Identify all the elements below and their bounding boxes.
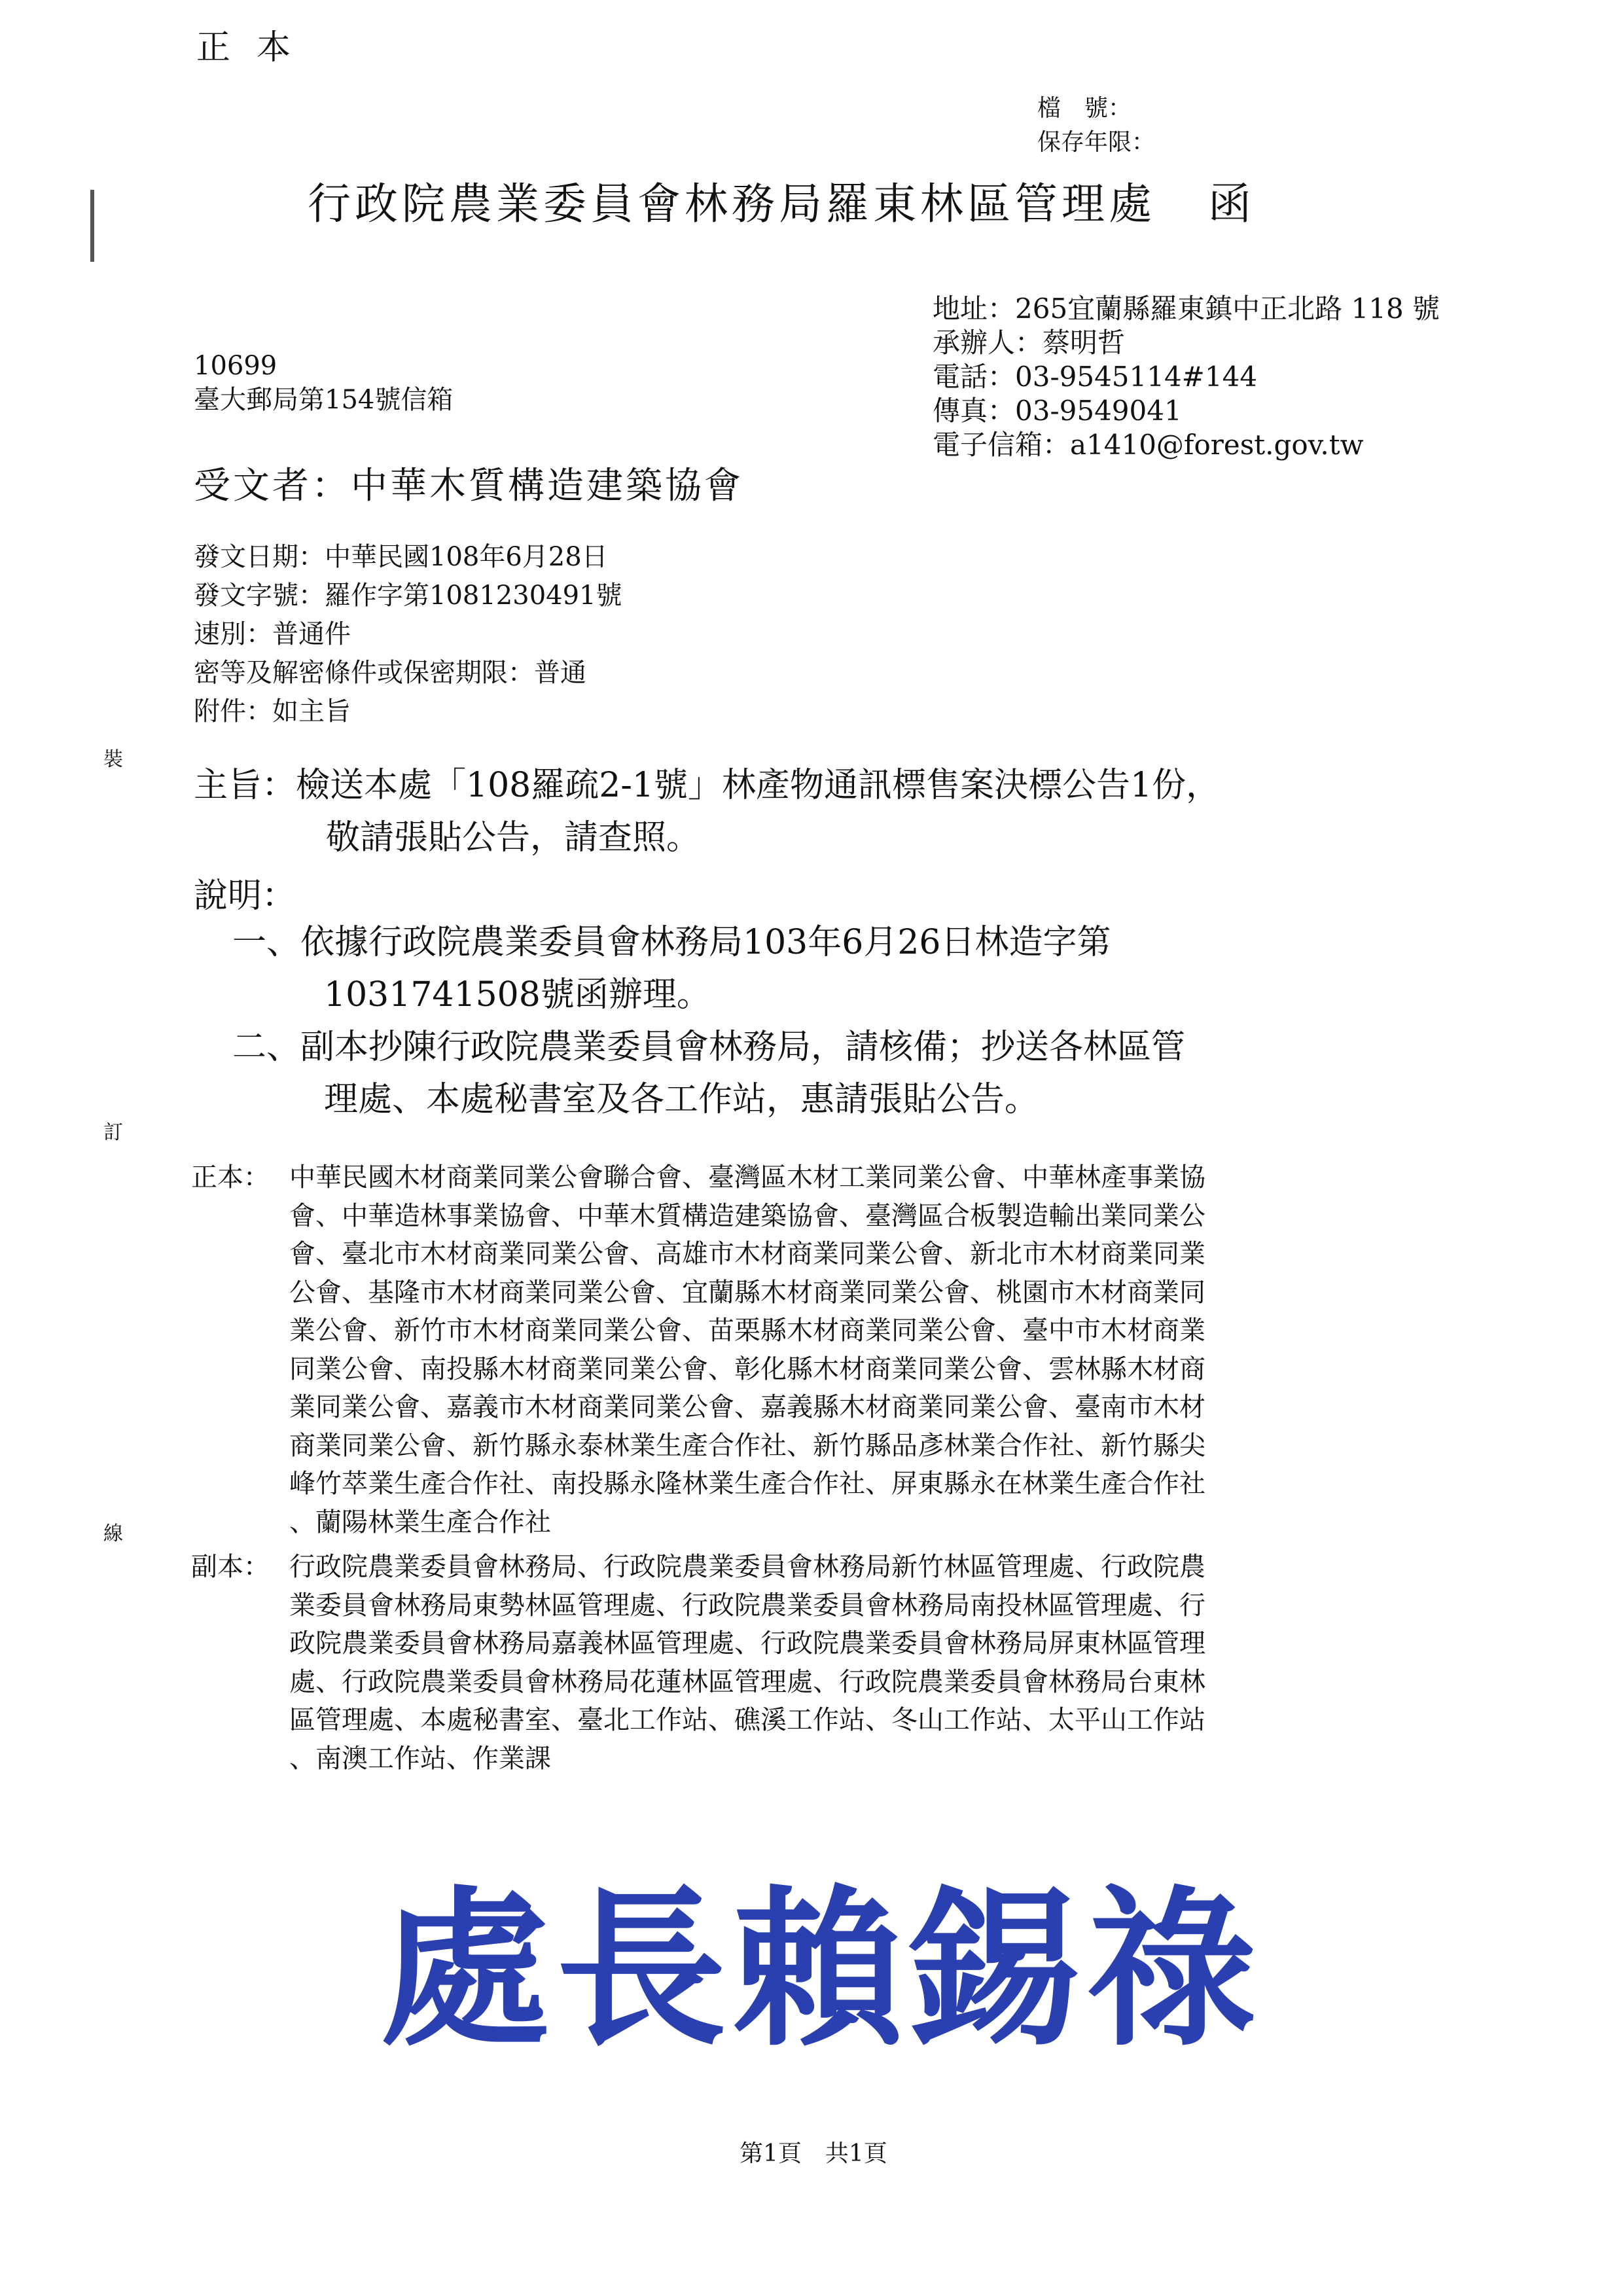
postal-block bbox=[194, 349, 453, 417]
post-box: 臺大郵局第154號信箱 bbox=[194, 385, 454, 415]
binding-mark-top: 裝 bbox=[103, 748, 123, 771]
subject-line: 敬請張貼公告，請查照。 bbox=[326, 818, 701, 857]
retention-period-label: 保存年限： bbox=[1037, 129, 1156, 156]
explanation-item-1 bbox=[232, 916, 1185, 1021]
explanation-line: 一、依據行政院農業委員會林務局103年6月26日林造字第 bbox=[232, 923, 1111, 962]
document-meta bbox=[194, 538, 622, 731]
distribution-line: 業同業公會、嘉義市木材商業同業公會、嘉義縣木材商業同業公會、臺南市木材 bbox=[289, 1392, 1205, 1422]
delivery-speed: 速別：普通件 bbox=[194, 619, 351, 649]
distribution-line: 會、中華造林事業協會、中華木質構造建築協會、臺灣區合板製造輸出業同業公 bbox=[289, 1200, 1205, 1231]
original-copy-mark: 正本 bbox=[196, 28, 317, 67]
original-copy-label: 正本： bbox=[191, 1162, 270, 1193]
distribution-line: 政院農業委員會林務局嘉義林區管理處、行政院農業委員會林務局屏東林區管理 bbox=[289, 1628, 1205, 1659]
explanation-heading: 說明： bbox=[194, 876, 296, 916]
binding-mark-bottom: 線 bbox=[103, 1522, 123, 1545]
page-number: 第1頁 共1頁 bbox=[740, 2140, 887, 2167]
explanation-item-2 bbox=[232, 1021, 1185, 1126]
subject-line: 主旨：檢送本處「108羅疏2-1號」林產物通訊標售案決標公告1份， bbox=[194, 766, 1221, 805]
address: 地址：265宜蘭縣羅東鎮中正北路 118 號 bbox=[933, 293, 1440, 325]
distribution-line: 商業同業公會、新竹縣永泰林業生產合作社、新竹縣品彥林業合作社、新竹縣尖 bbox=[289, 1430, 1205, 1461]
contact-block bbox=[933, 292, 1440, 462]
secrecy-level: 密等及解密條件或保密期限：普通 bbox=[194, 658, 586, 688]
email: 電子信箱：a1410@forest.gov.tw bbox=[933, 429, 1364, 461]
carbon-copy-recipients bbox=[191, 1548, 1205, 1778]
distribution-line: 同業公會、南投縣木材商業同業公會、彰化縣木材商業同業公會、雲林縣木材商 bbox=[289, 1354, 1205, 1384]
distribution-line: 行政院農業委員會林務局、行政院農業委員會林務局新竹林區管理處、行政院農 bbox=[289, 1552, 1205, 1582]
distribution-line: 、南澳工作站、作業課 bbox=[289, 1743, 551, 1774]
file-number-label: 檔 號： bbox=[1037, 95, 1132, 122]
distribution-line: 區管理處、本處秘書室、臺北工作站、礁溪工作站、冬山工作站、太平山工作站 bbox=[289, 1705, 1205, 1735]
distribution-line: 會、臺北市木材商業同業公會、高雄市木材商業同業公會、新北市木材商業同業 bbox=[289, 1239, 1205, 1269]
explanation-items bbox=[232, 916, 1185, 1126]
explanation-line: 二、副本抄陳行政院農業委員會林務局，請核備；抄送各林區管 bbox=[232, 1028, 1186, 1067]
postal-code: 10699 bbox=[194, 351, 277, 381]
document-title bbox=[308, 169, 1255, 231]
document-number: 發文字號：羅作字第1081230491號 bbox=[194, 581, 622, 611]
explanation-line: 理處、本處秘書室及各工作站，惠請張貼公告。 bbox=[324, 1080, 1039, 1119]
phone: 電話：03-9545114#144 bbox=[933, 361, 1258, 393]
distribution-line: 業公會、新竹市木材商業同業公會、苗栗縣木材商業同業公會、臺中市木材商業 bbox=[289, 1316, 1205, 1346]
file-meta bbox=[1037, 92, 1155, 160]
recipient: 受文者：中華木質構造建築協會 bbox=[194, 465, 743, 507]
fax: 傳真：03-9549041 bbox=[933, 395, 1182, 427]
issue-date: 發文日期：中華民國108年6月28日 bbox=[194, 542, 608, 572]
margin-mark bbox=[90, 190, 94, 262]
distribution-line: 公會、基隆市木材商業同業公會、宜蘭縣木材商業同業公會、桃園市木材商業同 bbox=[289, 1277, 1205, 1308]
distribution-line: 中華民國木材商業同業公會聯合會、臺灣區木材工業同業公會、中華林產事業協 bbox=[289, 1162, 1205, 1193]
distribution-line: 峰竹萃業生產合作社、南投縣永隆林業生產合作社、屏東縣永在林業生產合作社 bbox=[289, 1469, 1205, 1499]
agency-name: 行政院農業委員會林務局羅東林區管理處 bbox=[308, 179, 1156, 229]
original-copy-recipients bbox=[191, 1158, 1205, 1541]
carbon-copy-label: 副本： bbox=[191, 1552, 270, 1582]
binding-mark-middle: 訂 bbox=[103, 1121, 123, 1144]
handler: 承辦人：蔡明哲 bbox=[933, 327, 1126, 359]
subject bbox=[194, 759, 1220, 864]
explanation-line: 1031741508號函辦理。 bbox=[324, 975, 711, 1014]
distribution-line: 處、行政院農業委員會林務局花蓮林區管理處、行政院農業委員會林務局台東林 bbox=[289, 1666, 1205, 1697]
director-signature-stamp bbox=[380, 1833, 1263, 2094]
document-type: 函 bbox=[1208, 179, 1255, 229]
attachment: 附件：如主旨 bbox=[194, 696, 351, 726]
distribution-line: 、蘭陽林業生產合作社 bbox=[289, 1507, 551, 1537]
svg-text:處長賴錫祿: 處長賴錫祿 bbox=[380, 1870, 1263, 2070]
distribution-line: 業委員會林務局東勢林區管理處、行政院農業委員會林務局南投林區管理處、行 bbox=[289, 1590, 1205, 1621]
